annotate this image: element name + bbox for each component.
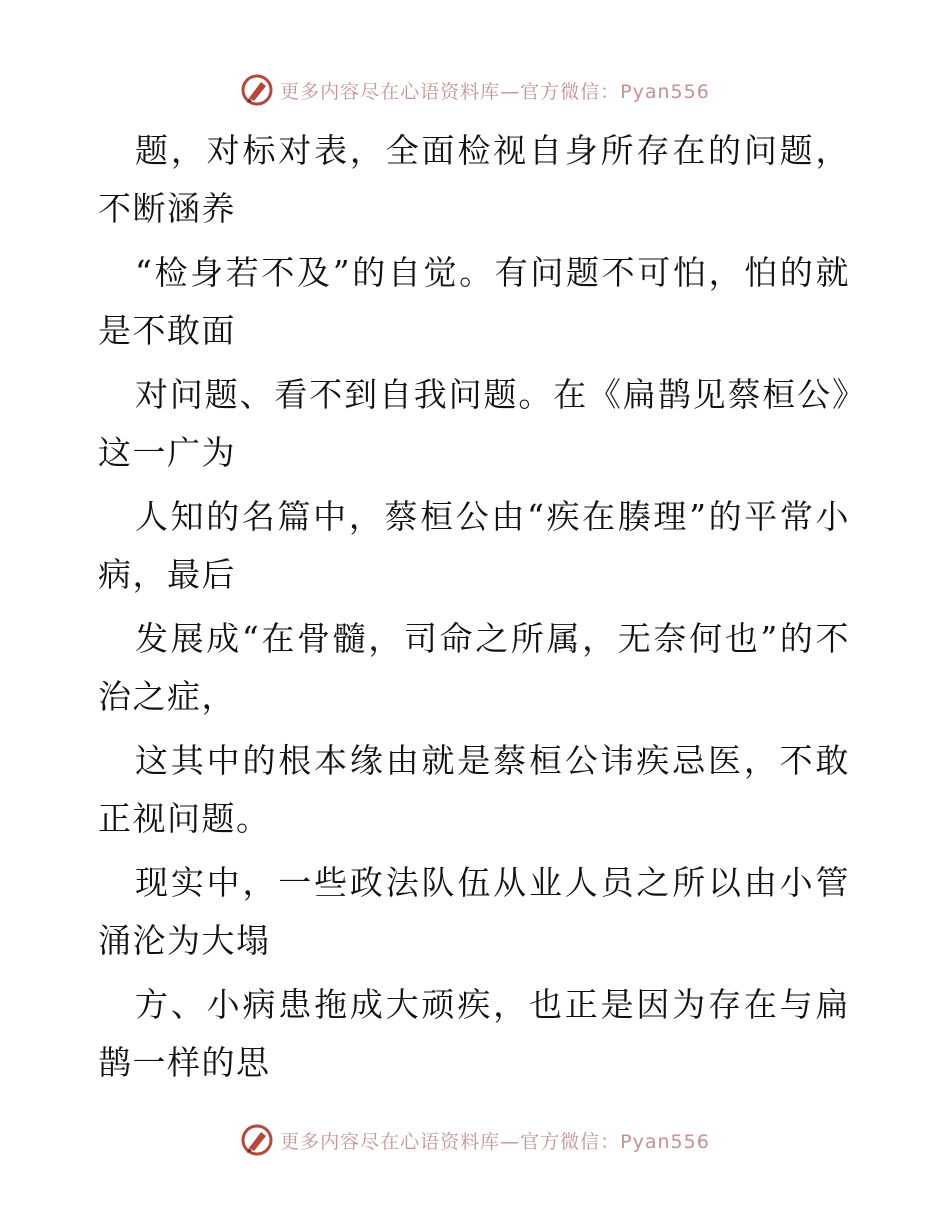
header-banner: [0, 70, 950, 110]
document-body: [98, 122, 850, 1098]
paragraph: 对问题、看不到自我问题。在《扁鹊见蔡桓公》这一广为: [98, 375, 850, 472]
footer-banner: [0, 1120, 950, 1160]
paragraph: 题，对标对表，全面检视自身所存在的问题，不断涵养: [98, 131, 850, 228]
paragraph: 方、小病患拖成大顽疾，也正是因为存在与扁鹊一样的思: [98, 985, 850, 1082]
paragraph: “检身若不及”的自觉。有问题不可怕，怕的就是不敢面: [98, 253, 850, 350]
paragraph: 这其中的根本缘由就是蔡桓公讳疾忌医，不敢正视问题。: [98, 741, 850, 838]
pen-logo-icon: [240, 73, 274, 107]
paragraph: 人知的名篇中，蔡桓公由“疾在腠理”的平常小病，最后: [98, 497, 850, 594]
pen-logo-icon: [240, 1123, 274, 1157]
paragraph: 发展成“在骨髓，司命之所属，无奈何也”的不治之症，: [98, 619, 850, 716]
footer-banner-text: 更多内容尽在心语资料库—官方微信：Pyan556: [280, 1130, 710, 1153]
header-banner-text: 更多内容尽在心语资料库—官方微信：Pyan556: [280, 80, 710, 103]
paragraph: 现实中，一些政法队伍从业人员之所以由小管涌沦为大塌: [98, 863, 850, 960]
